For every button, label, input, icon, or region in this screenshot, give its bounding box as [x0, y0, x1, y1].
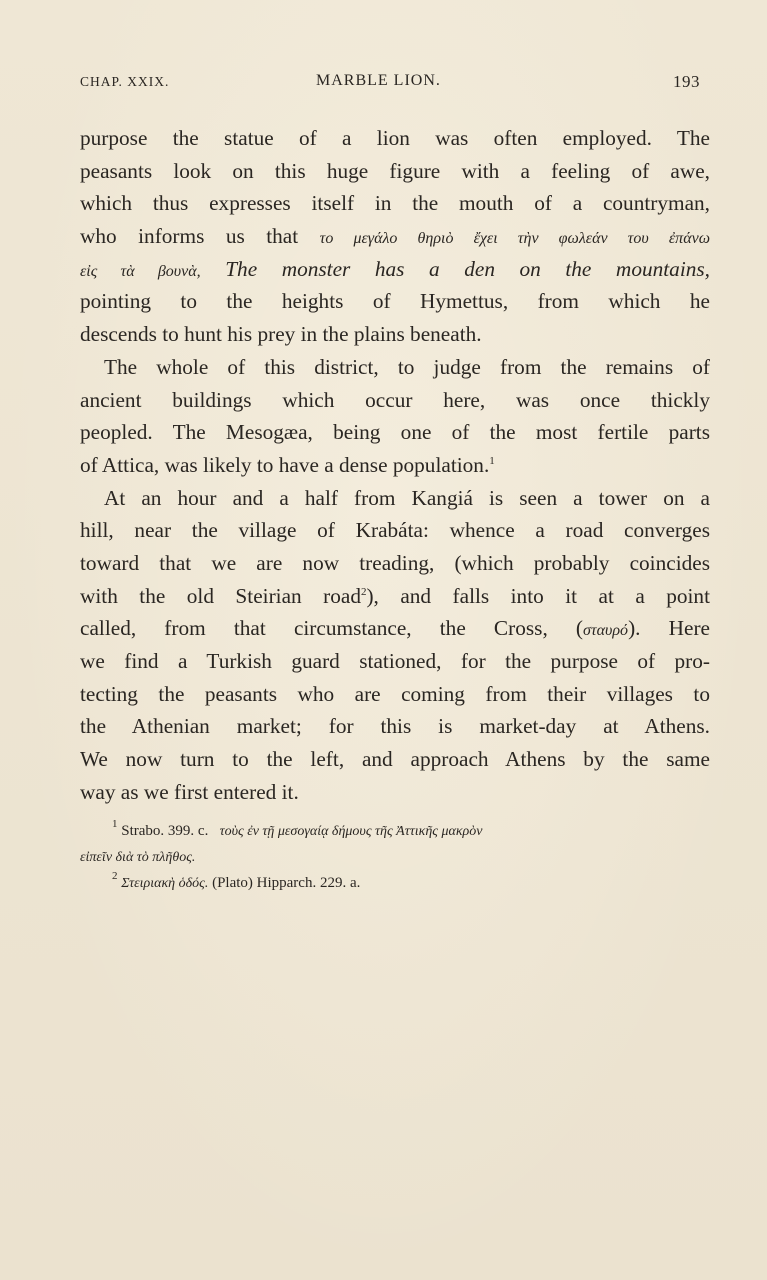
text-line: toward that we are now treading, (which probably coincides: [80, 550, 710, 575]
body-text: [80, 122, 710, 808]
text-line: We now turn to the left, and approach Athens by the same: [80, 747, 710, 772]
greek-quote: εἰς τὰ βουνὰ,: [80, 262, 201, 280]
translation-italic: The monster has a den on the mountains,: [225, 256, 711, 281]
footnote-ref: 2: [360, 585, 367, 598]
text-line: we find a Turkish guard stationed, for the purpose of pro-: [80, 649, 710, 673]
footnote-marker: 1: [112, 818, 118, 830]
footnote-2: [112, 870, 712, 896]
text-line: ancient buildings which occur here, was once thickly: [80, 387, 710, 412]
text-span: with the old Steirian road: [80, 583, 361, 608]
text-span: called, from that circumstance, the Cross, (: [80, 616, 584, 641]
text-line: descends to hunt his prey in the plains beneath.: [80, 322, 482, 347]
text-line: [80, 220, 710, 253]
footnote-text: Strabo. 399. c.: [121, 823, 209, 839]
footnote-1: [112, 818, 712, 844]
greek-quote: το μεγάλο θηριὸ ἔχει τὴν φωλεάν του ἐπάνω: [319, 230, 710, 248]
text-line: [80, 612, 710, 645]
footnote-marker: 2: [112, 870, 118, 882]
footnote-greek: τοὺς ἐν τῇ μεσογαίᾳ δήμους τῆς Ἀττικῆς μακρὸν: [219, 824, 483, 839]
footnote-1-continuation: [80, 844, 712, 870]
page-title: MARBLE LION.: [316, 72, 441, 89]
greek-word: σταυρό: [583, 622, 629, 640]
text-span: ). Here: [628, 616, 711, 641]
text-line: peopled. The Mesogæa, being one of the most fertile parts: [80, 420, 710, 445]
text-line: tecting the peasants who are coming from their villages to: [80, 681, 710, 706]
text-line: peasants look on this huge figure with a feeling of awe,: [80, 158, 710, 183]
footnotes: [80, 818, 712, 896]
text-line: purpose the statue of a lion was often employed. The: [80, 126, 710, 150]
text-span: of Attica, was likely to have a dense population.: [80, 452, 490, 477]
text-line: [80, 580, 710, 613]
page-number: 193: [673, 72, 700, 91]
text-line: pointing to the heights of Hymettus, from which he: [80, 289, 710, 314]
footnote-greek: εἰπεῖν διὰ τὸ πλῆθος.: [80, 850, 196, 865]
text-span: who informs us that: [80, 224, 299, 249]
text-line: The whole of this district, to judge from the remains of: [104, 354, 710, 379]
text-span: ), and falls into it at a point: [366, 583, 710, 608]
text-line: [80, 253, 710, 286]
text-line: which thus expresses itself in the mouth of a countryman,: [80, 191, 710, 216]
running-head: [80, 74, 700, 98]
footnote-text: (Plato) Hipparch. 229. a.: [212, 875, 361, 891]
text-line: [80, 449, 710, 482]
footnote-greek: Στειριακὴ ὁδός.: [121, 876, 209, 891]
text-line: the Athenian market; for this is market-day at Athens.: [80, 714, 710, 739]
chapter-label: CHAP. XXIX.: [80, 74, 170, 89]
text-line: At an hour and a half from Kangiá is seen a tower on a: [104, 485, 710, 510]
footnote-ref: 1: [489, 454, 495, 467]
text-line: hill, near the village of Krabáta: whence a road converges: [80, 518, 710, 543]
text-line: way as we first entered it.: [80, 779, 299, 804]
